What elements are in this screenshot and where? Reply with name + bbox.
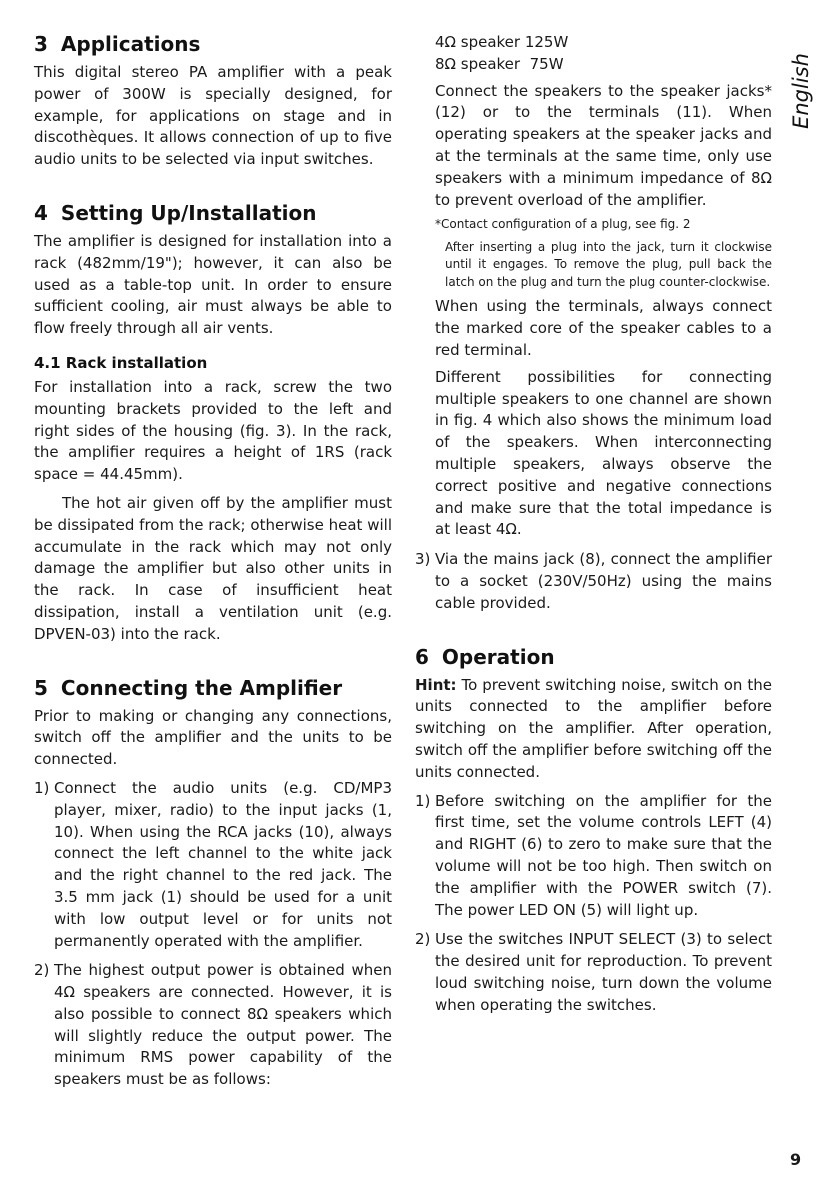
section-3-heading: [34, 32, 392, 56]
applications-body: This digital stereo PA amplifier with a peak power of 300W is specially designed, for example, for applications on stage and in discothèques. It allows connection of up to five audio units to be selected via input switches.: [34, 63, 392, 169]
step-text: Use the switches INPUT SELECT (3) to select the desired unit for reproduction. To prevent loud switching noise, turn down the volume when operating the switches.: [435, 930, 772, 1014]
terminals-text: When using the terminals, always connect the marked core of the speaker cables to a red terminal.: [435, 297, 772, 359]
footnote-body: After inserting a plug into the jack, turn it clockwise until it engages. To remove the plug, pull back the latch on the plug and turn the plug counter-clockwise.: [445, 239, 772, 289]
rack-paragraph-1: For installation into a rack, screw the two mounting brackets provided to the left and right sides of the housing (fig. 3). In the rack, the amplifier requires a height of 1RS (rack space = 44.45mm).: [34, 377, 392, 484]
page-number: 9: [790, 1150, 802, 1169]
connecting-step-2-continued: [415, 32, 772, 541]
section-6-heading: [415, 645, 772, 669]
section-4-title: Setting Up/Installation: [60, 200, 317, 225]
step-text: Via the mains jack (8), connect the amplifier to a socket (230V/50Hz) using the mains cable provided.: [435, 550, 772, 612]
speaker-connect-text: Connect the speakers to the speaker jacks* (12) or to the terminals (11). When operating speakers at the speaker jacks and at the terminals at the same time, only use speakers with a minimum impedance of 8Ω to prevent overload of the amplifier.: [435, 81, 772, 209]
section-4-heading: [34, 201, 392, 225]
connecting-step-1: [34, 778, 392, 952]
operation-step-2: [415, 929, 772, 1016]
step-marker: 2): [415, 930, 431, 949]
step-text: The highest output power is obtained when 4Ω speakers are connected. However, it is also possible to connect 8Ω speakers which will slightly reduce the output power. The minimum RMS power capability of the speakers must be as follows:: [54, 961, 392, 1089]
section-4-number: 4: [34, 200, 48, 225]
step-text: Before switching on the amplifier for the first time, set the volume controls LEFT (4) and RIGHT (6) to zero to make sure that the volume will not be too high. Then switch on the amplifier with the POWER switch (7). The power LED ON (5) will light up.: [435, 791, 772, 919]
multiple-speakers-text: Different possibilities for connecting multiple speakers to one channel are shown in fig. 4 which also shows the minimum load of the speakers. When interconnecting multiple speakers, always observe the correct positive and negative connections and make sure that the total impedance is at least 4Ω.: [435, 367, 772, 539]
setup-body: The amplifier is designed for installation into a rack (482mm/19"); however, it can also be used as a table-top unit. In order to ensure sufficient cooling, air must always be able to flow freely through all air vents.: [34, 231, 392, 338]
language-tab: [783, 36, 819, 146]
language-label: English: [789, 53, 813, 129]
left-column: [34, 32, 392, 1099]
step-marker: 3): [415, 550, 431, 569]
step-text: Connect the audio units (e.g. CD/MP3 player, mixer, radio) to the input jacks (1, 10). When using the RCA jacks (10), always connect the left channel to the white jack and the right channel to the red jack. The 3.5 mm jack (1) should be used for a unit with low output level or for units not permanently operated with the amplifier.: [54, 778, 392, 950]
section-5-heading: [34, 676, 392, 700]
section-5-title: Connecting the Amplifier: [60, 675, 343, 700]
footnote-title: *Contact configuration of a plug, see fig. 2: [435, 217, 691, 232]
speaker-spec-8ohm: 8Ω speaker 75W: [435, 54, 564, 73]
connecting-step-2: [34, 960, 392, 1091]
speaker-spec-4ohm: 4Ω speaker 125W: [435, 33, 569, 51]
right-column: [415, 32, 772, 1024]
operation-step-1: [415, 791, 772, 922]
step-marker: 2): [34, 961, 50, 980]
rack-installation-heading: 4.1 Rack installation: [34, 353, 208, 372]
hint-text: To prevent switching noise, switch on the units connected to the amplifier before switching on the amplifier. After operation, switch off the amplifier before switching off the units connected.: [415, 675, 772, 781]
section-6-number: 6: [415, 644, 429, 669]
operation-hint: [415, 675, 772, 784]
section-3-number: 3: [34, 32, 48, 56]
step-marker: 1): [415, 791, 431, 810]
section-5-number: 5: [34, 675, 48, 700]
step-marker: 1): [34, 778, 50, 797]
connecting-intro: Prior to making or changing any connections, switch off the amplifier and the units to be connected.: [34, 706, 392, 769]
connecting-step-3: [415, 549, 772, 614]
section-3-title: Applications: [60, 32, 201, 56]
speaker-spec-list: [435, 32, 772, 76]
section-6-title: Operation: [441, 644, 555, 669]
hint-label: Hint:: [415, 675, 457, 694]
rack-paragraph-2: The hot air given off by the amplifier must be dissipated from the rack; otherwise heat will accumulate in the rack which may not only damage the amplifier but also other units in the rack. In case of insufficient heat dissipation, install a ventilation unit (e.g. DPVEN-03) into the rack.: [34, 493, 392, 643]
